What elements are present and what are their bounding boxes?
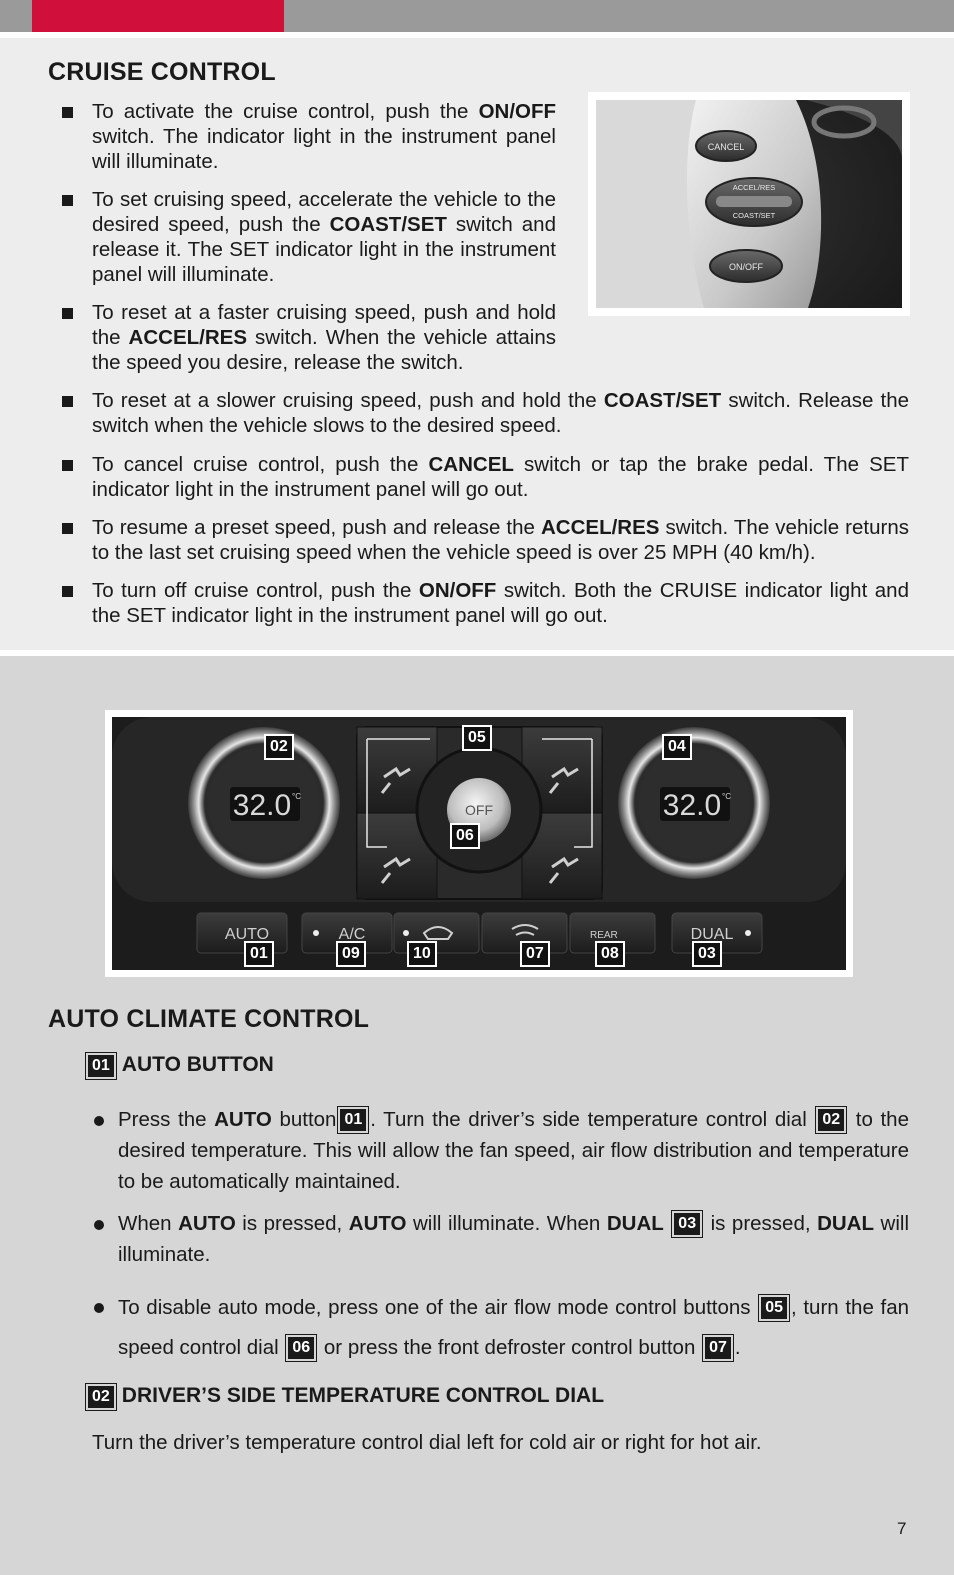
cruise-bullet-3: To reset at a faster cruising speed, push and hold the ACCEL/RES switch. When the vehicle attains the speed you desire, release the switch. <box>92 300 556 375</box>
ref-badge-01: 01 <box>340 1109 366 1131</box>
auto-button-label: AUTO <box>224 926 270 943</box>
panel-marker-08: 08 <box>597 943 623 965</box>
cruise-control-title: CRUISE CONTROL <box>48 58 276 86</box>
cancel-switch-label: CANCEL <box>707 142 745 152</box>
bullet-square-icon <box>62 396 73 407</box>
bullet-square-icon <box>62 460 73 471</box>
climate-panel-photo <box>105 710 853 977</box>
heading-number-badge: 02 <box>88 1386 114 1408</box>
fan-off-label: OFF <box>465 802 493 818</box>
ref-badge-06: 06 <box>288 1337 314 1359</box>
ref-badge-07: 07 <box>705 1337 731 1359</box>
heading-number-badge: 01 <box>88 1055 114 1077</box>
bullet-square-icon <box>62 308 73 319</box>
climate-bullet-3: To disable auto mode, press one of the air flow mode control buttons 05 , turn the fan speed control dial 06 or press the front defroster control button 07 . <box>118 1288 909 1368</box>
page-number: 7 <box>897 1519 907 1538</box>
bullet-square-icon <box>62 586 73 597</box>
auto-button-heading: 01 AUTO BUTTON <box>88 1053 274 1077</box>
panel-marker-02: 02 <box>266 736 292 758</box>
ref-badge-03: 03 <box>674 1213 700 1235</box>
steering-wheel-image <box>596 100 902 308</box>
bullet-square-icon <box>62 195 73 206</box>
panel-marker-10: 10 <box>409 943 435 965</box>
ref-badge-05: 05 <box>761 1297 787 1319</box>
cruise-bullet-5: To cancel cruise control, push the CANCEL switch or tap the brake pedal. The SET indicator light in the instrument panel will go out. <box>92 452 909 502</box>
panel-marker-07: 07 <box>522 943 548 965</box>
bullet-dot-icon <box>94 1220 104 1230</box>
cruise-bullet-2: To set cruising speed, accelerate the vehicle to the desired speed, push the COAST/SET switch and release it. The SET indicator light in the instrument panel will illuminate. <box>92 187 556 287</box>
right-temp-unit: °C <box>722 792 731 801</box>
climate-bullet-1: Press the AUTO button 01 . Turn the driver’s side temperature control dial 02 to the desired temperature. This will allow the fan speed, air flow distribution and temperature to be automatically maintained. <box>118 1104 909 1197</box>
accel-res-switch-label: ACCEL/RES <box>732 183 776 192</box>
left-temp-display: 32.0 <box>232 789 292 822</box>
climate-panel-icon <box>112 717 846 970</box>
temp-dial-paragraph: Turn the driver’s temperature control dial left for cold air or right for hot air. <box>92 1431 762 1454</box>
climate-bullet-2: When AUTO is pressed, AUTO will illuminate. When DUAL 03 is pressed, DUAL will illuminate. <box>118 1208 909 1270</box>
cruise-bullet-4: To reset at a slower cruising speed, push and hold the COAST/SET switch. Release the switch when the vehicle slows to the desired speed. <box>92 388 909 438</box>
top-bar-accent <box>32 0 284 32</box>
panel-marker-06: 06 <box>452 825 478 847</box>
panel-marker-03: 03 <box>694 943 720 965</box>
ref-badge-02: 02 <box>818 1109 844 1131</box>
cruise-bullet-6: To resume a preset speed, push and release the ACCEL/RES switch. The vehicle returns to the last set cruising speed when the vehicle speed is over 25 MPH (40 km/h). <box>92 515 909 565</box>
panel-marker-05: 05 <box>464 727 490 749</box>
auto-climate-control-title: AUTO CLIMATE CONTROL <box>48 1005 370 1033</box>
panel-marker-04: 04 <box>664 736 690 758</box>
top-bar <box>0 0 954 32</box>
panel-marker-09: 09 <box>338 943 364 965</box>
bullet-dot-icon <box>94 1116 104 1126</box>
steering-wheel-switches-icon <box>596 100 902 308</box>
bullet-square-icon <box>62 107 73 118</box>
cruise-bullet-7: To turn off cruise control, push the ON/OFF switch. Both the CRUISE indicator light and the SET indicator light in the instrument panel will go out. <box>92 578 909 628</box>
right-temp-display: 32.0 <box>662 789 722 822</box>
coast-set-switch-label: COAST/SET <box>732 211 776 220</box>
panel-marker-01: 01 <box>246 943 272 965</box>
bullet-square-icon <box>62 523 73 534</box>
on-off-switch-label: ON/OFF <box>729 262 763 272</box>
steering-wheel-photo <box>588 92 910 316</box>
bullet-dot-icon <box>94 1303 104 1313</box>
left-temp-unit: °C <box>292 792 301 801</box>
temp-dial-heading: 02 DRIVER’S SIDE TEMPERATURE CONTROL DIAL <box>88 1384 604 1408</box>
dual-button-label: DUAL <box>690 926 734 943</box>
rear-defrost-button-label: REAR <box>590 930 618 941</box>
climate-panel-image <box>112 717 846 970</box>
ac-button-label: A/C <box>338 926 366 943</box>
cruise-bullet-1: To activate the cruise control, push the ON/OFF switch. The indicator light in the instrument panel will illuminate. <box>92 99 556 174</box>
